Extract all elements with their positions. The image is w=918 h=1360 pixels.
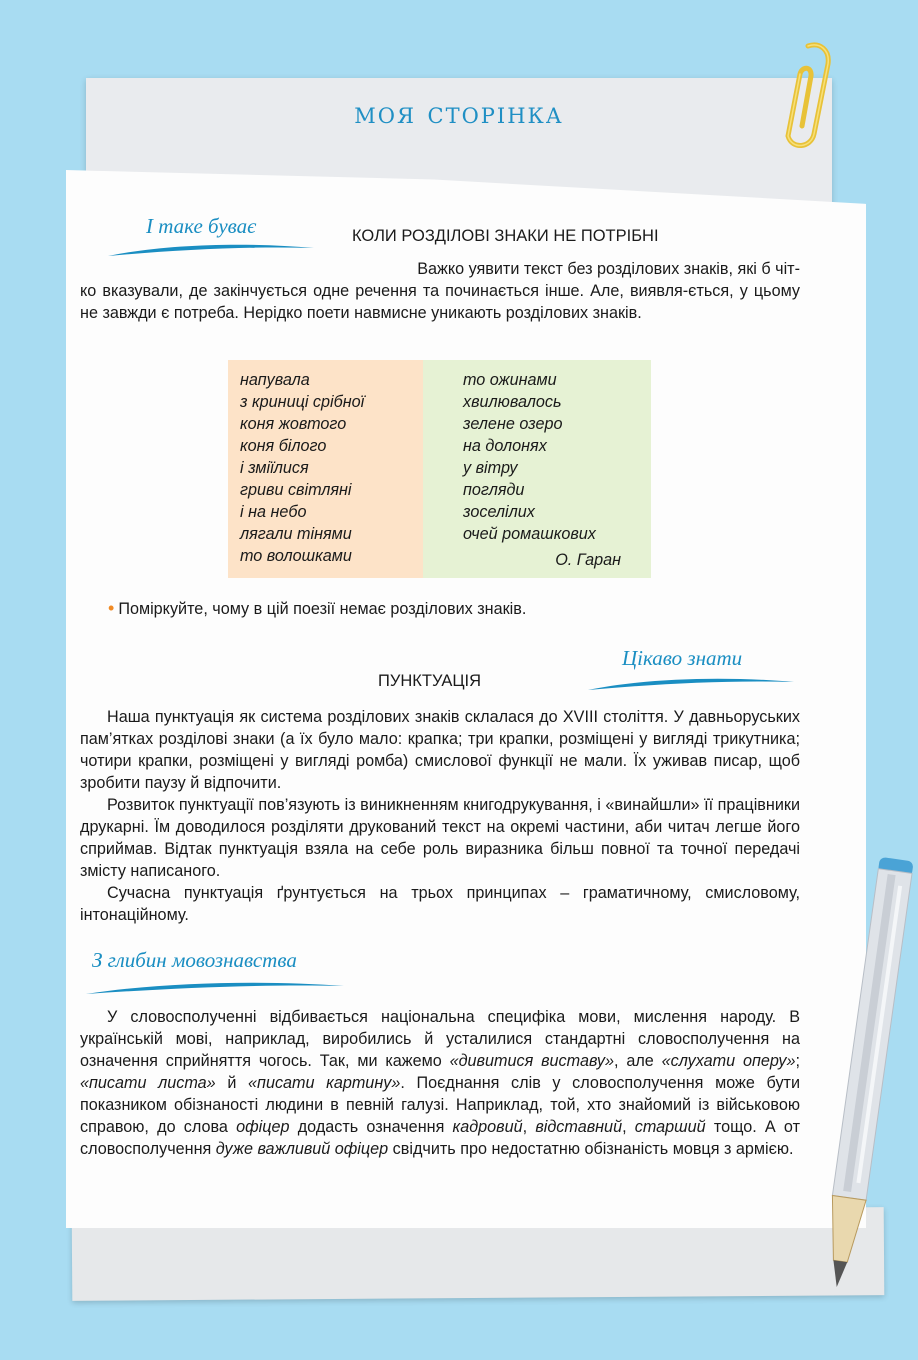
poem-line: на долонях [463,437,547,455]
poem-line: очей ромашкових [463,525,596,543]
poem-line: коня білого [240,437,327,455]
text-run: тощо. А от словосполучення [80,1118,800,1158]
intro-first-line: Важко уявити текст без розділових знаків, які б чіт- [417,260,800,278]
poem-line: то волошками [240,547,352,565]
italic-example: кадровий [452,1118,523,1136]
text-run: , [522,1118,536,1136]
poem-box [228,360,651,578]
poem-line: і зміїлися [240,459,309,477]
paragraph: Наша пунктуація як система розділових знаків склалася до XVIII століття. У давньоруських пам’ятках розділові знаки (а їх було мало: крапка; три крапки, розміщені у вигляді трикутника; чотири крапки, розміщені у вигляді ромба) смислової функції не мали. Їх уживав писар, щоб зробити паузу й відпочити. [80,708,800,792]
poem-line: хвилювалось [463,393,562,411]
italic-example: старший [634,1118,706,1136]
italic-example: «писати картину» [248,1074,401,1092]
poem-line: гриви світляні [240,481,352,499]
poem-author: О. Гаран [555,551,621,569]
section-heading-punktuatsiia: ПУНКТУАЦІЯ [378,672,482,690]
paragraph: Сучасна пунктуація ґрунтується на трьох принципах – граматичному, смисловому, інтонаційному. [80,884,800,924]
section-tag-tsikavo-znaty: Цікаво знати [622,646,743,670]
swoosh-decoration [586,672,796,694]
paragraph: Розвиток пунктуації пов’язують із виникненням книгодрукування, і «винайшли» її працівники друкарні. Їм доводилося розділяти друкований текст на окремі частини, аби читач легше його сприймав. Відтак пунктуація взяла на себе роль виразника більш повної та точної передачі змісту написаного. [80,796,800,880]
swoosh-decoration [106,238,316,260]
italic-example: «слухати оперу» [661,1052,796,1070]
poem-line: погляди [463,481,525,499]
poem-line: зоселілих [463,503,535,521]
section-tag-i-take-buvaie: І таке буває [146,214,257,238]
paragraph [80,1006,800,1160]
pencil-icon [770,840,918,1300]
poem-line: і на небо [240,503,307,521]
italic-example: «писати листа» [80,1074,216,1092]
bullet-dot-icon: • [108,598,115,618]
poem-line: напувала [240,371,310,389]
section-tag-z-hlybyn-movoznavstva: З глибин мовознавства [92,948,297,972]
poem-left-column [228,360,423,578]
section3-body [80,1006,800,1160]
section2-body [80,706,800,926]
text-run: ; [795,1052,800,1070]
task-text: Поміркуйте, чому в цій поезії немає розділових знаків. [118,600,527,618]
text-run: свідчить про недостатню обізнаність мовця з армією. [388,1140,794,1158]
poem-line: з криниці срібної [240,393,365,411]
section-heading-punctuation-not-needed: КОЛИ РОЗДІЛОВІ ЗНАКИ НЕ ПОТРІБНІ [352,227,659,245]
italic-example: офіцер [236,1118,290,1136]
text-run: й [215,1074,249,1092]
poem-line: у вітру [463,459,518,477]
task-bullet [108,598,526,619]
text-run: У словосполученні відбивається національна специфіка мови, мислення народу. В українській мові, наприклад, виробились й усталилися стандартні словосполучення на означення сприйняття чогось. Так, ми кажемо [80,1008,800,1070]
poem-line: то ожинами [463,371,557,389]
italic-example: відставний [535,1118,623,1136]
italic-example: дуже важливий офіцер [215,1140,389,1158]
paperclip-icon [768,38,838,158]
intro-rest: ко вказували, де закінчується одне речення та починається інше. Але, виявля-ється, у цьому не завжди є потреба. Нерідко поети навмисне уникають розділових знаків. [80,282,800,322]
page-title: моя сторінка [354,96,564,131]
poem-line: зелене озеро [463,415,563,433]
text-run: , але [613,1052,662,1070]
poem-right-column [423,360,651,578]
text-run: . Поєднання слів у словосполучення може бути показником обізнаності людини в певній галузі. Наприклад, той, хто знайомий із військовою справою, до слова [80,1074,800,1136]
text-run: додасть означення [289,1118,453,1136]
swoosh-decoration [84,976,346,998]
poem-line: лягали тінями [240,525,352,543]
poem-line: коня жовтого [240,415,347,433]
italic-example: «дивитися виставу» [449,1052,614,1070]
text-run: , [622,1118,635,1136]
section1-intro [80,258,800,324]
